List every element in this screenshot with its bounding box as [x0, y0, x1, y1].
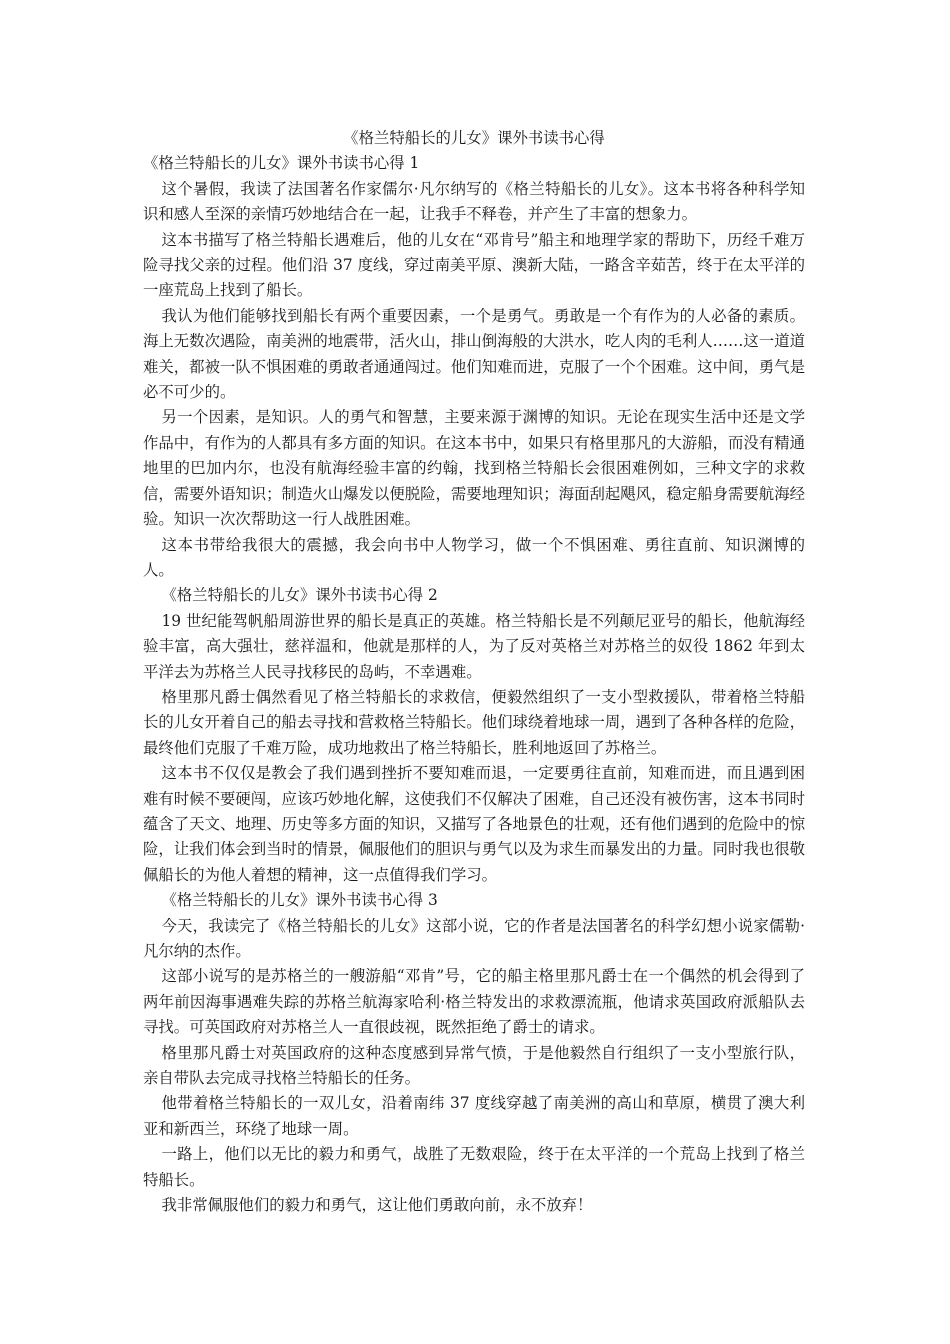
paragraph: 格里那凡爵士偶然看见了格兰特船长的求救信，便毅然组织了一支小型救援队，带着格兰特船长的儿女开着自己的船去寻找和营救格兰特船长。他们球绕着地球一周，遇到了各种各样的危险，最终他们克服了千难万险，成功地救出了格兰特船长，胜利地返回了苏格兰。	[143, 687, 805, 757]
document-title: 《格兰特船长的儿女》课外书读书心得	[343, 129, 605, 147]
paragraph: 这本书带给我很大的震撼，我会向书中人物学习，做一个不惧困难、勇往直前、知识渊博的人。	[143, 535, 805, 579]
paragraph: 今天，我读完了《格兰特船长的儿女》这部小说，它的作者是法国著名的科学幻想小说家儒勒·凡尔纳的杰作。	[143, 916, 805, 960]
paragraph: 这本书不仅仅是教会了我们遇到挫折不要知难而退，一定要勇往直前，知难而进，而且遇到困难有时候不要硬闯，应该巧妙地化解，这使我们不仅解决了困难，自己还没有被伤害，这本书同时蕴含了天文、地理、历史等多方面的知识，又描写了各地景色的壮观，还有他们遇到的危险中的惊险，让我们体会到当时的情景，佩服他们的胆识与勇气以及为求生而暴发出的力量。同时我也很敬佩船长的为他人着想的精神，这一点值得我们学习。	[143, 764, 805, 884]
essay-section-3	[143, 888, 805, 1218]
paragraph: 19 世纪能驾帆船周游世界的船长是真正的英雄。格兰特船长是不列颠尼亚号的船长，他航海经验丰富，高大强壮，慈祥温和，他就是那样的人，为了反对英格兰对苏格兰的奴役 1862 年到太平洋去为苏格兰人民寻找移民的岛屿，不幸遇难。	[143, 611, 805, 681]
essay-section-1	[143, 151, 805, 583]
section-heading: 《格兰特船长的儿女》课外书读书心得 2	[161, 586, 438, 605]
section-heading: 《格兰特船长的儿女》课外书读书心得 3	[161, 891, 438, 910]
paragraph: 这部小说写的是苏格兰的一艘游船“邓肯”号，它的船主格里那凡爵士在一个偶然的机会得到了两年前因海事遇难失踪的苏格兰航海家哈利·格兰特发出的求救漂流瓶，他请求英国政府派船队去寻找。可英国政府对苏格兰人一直很歧视，既然拒绝了爵士的请求。	[143, 967, 805, 1037]
paragraph: 我非常佩服他们的毅力和勇气，这让他们勇敢向前，永不放弃！	[161, 1196, 593, 1215]
paragraph: 他带着格兰特船长的一双儿女，沿着南纬 37 度线穿越了南美洲的高山和草原，横贯了澳大利亚和新西兰，环绕了地球一周。	[143, 1094, 805, 1138]
paragraph: 一路上，他们以无比的毅力和勇气，战胜了无数艰险，终于在太平洋的一个荒岛上找到了格兰特船长。	[143, 1145, 805, 1189]
document-page	[143, 126, 805, 1218]
paragraph: 我认为他们能够找到船长有两个重要因素，一个是勇气。勇敢是一个有作为的人必备的素质。海上无数次遇险，南美洲的地震带，活火山，排山倒海般的大洪水，吃人肉的毛利人……这一道道难关，都被一队不惧困难的勇敢者通通闯过。他们知难而进，克服了一个个困难。这中间，勇气是必不可少的。	[143, 306, 805, 402]
section-heading: 《格兰特船长的儿女》课外书读书心得 1	[143, 154, 420, 173]
paragraph: 另一个因素，是知识。人的勇气和智慧，主要来源于渊博的知识。无论在现实生活中还是文学作品中，有作为的人都具有多方面的知识。在这本书中，如果只有格里那凡的大游船，而没有精通地里的巴加内尔，也没有航海经验丰富的约翰，找到格兰特船长会很困难例如，三种文字的求救信，需要外语知识；制造火山爆发以便脱险，需要地理知识；海面刮起飓风，稳定船身需要航海经验。知识一次次帮助这一行人战胜困难。	[143, 408, 805, 529]
paragraph: 这个暑假，我读了法国著名作家儒尔·凡尔纳写的《格兰特船长的儿女》。这本书将各种科学知识和感人至深的亲情巧妙地结合在一起，让我手不释卷，并产生了丰富的想象力。	[143, 179, 805, 224]
essay-section-2	[143, 583, 805, 888]
paragraph: 这本书描写了格兰特船长遇难后，他的儿女在“邓肯号”船主和地理学家的帮助下，历经千难万险寻找父亲的过程。他们沿 37 度线，穿过南美平原、澳新大陆，一路含辛茹苦，终于在太平洋的一座荒岛上找到了船长。	[143, 230, 805, 300]
paragraph: 格里那凡爵士对英国政府的这种态度感到异常气愤，于是他毅然自行组织了一支小型旅行队，亲自带队去完成寻找格兰特船长的任务。	[143, 1043, 805, 1088]
